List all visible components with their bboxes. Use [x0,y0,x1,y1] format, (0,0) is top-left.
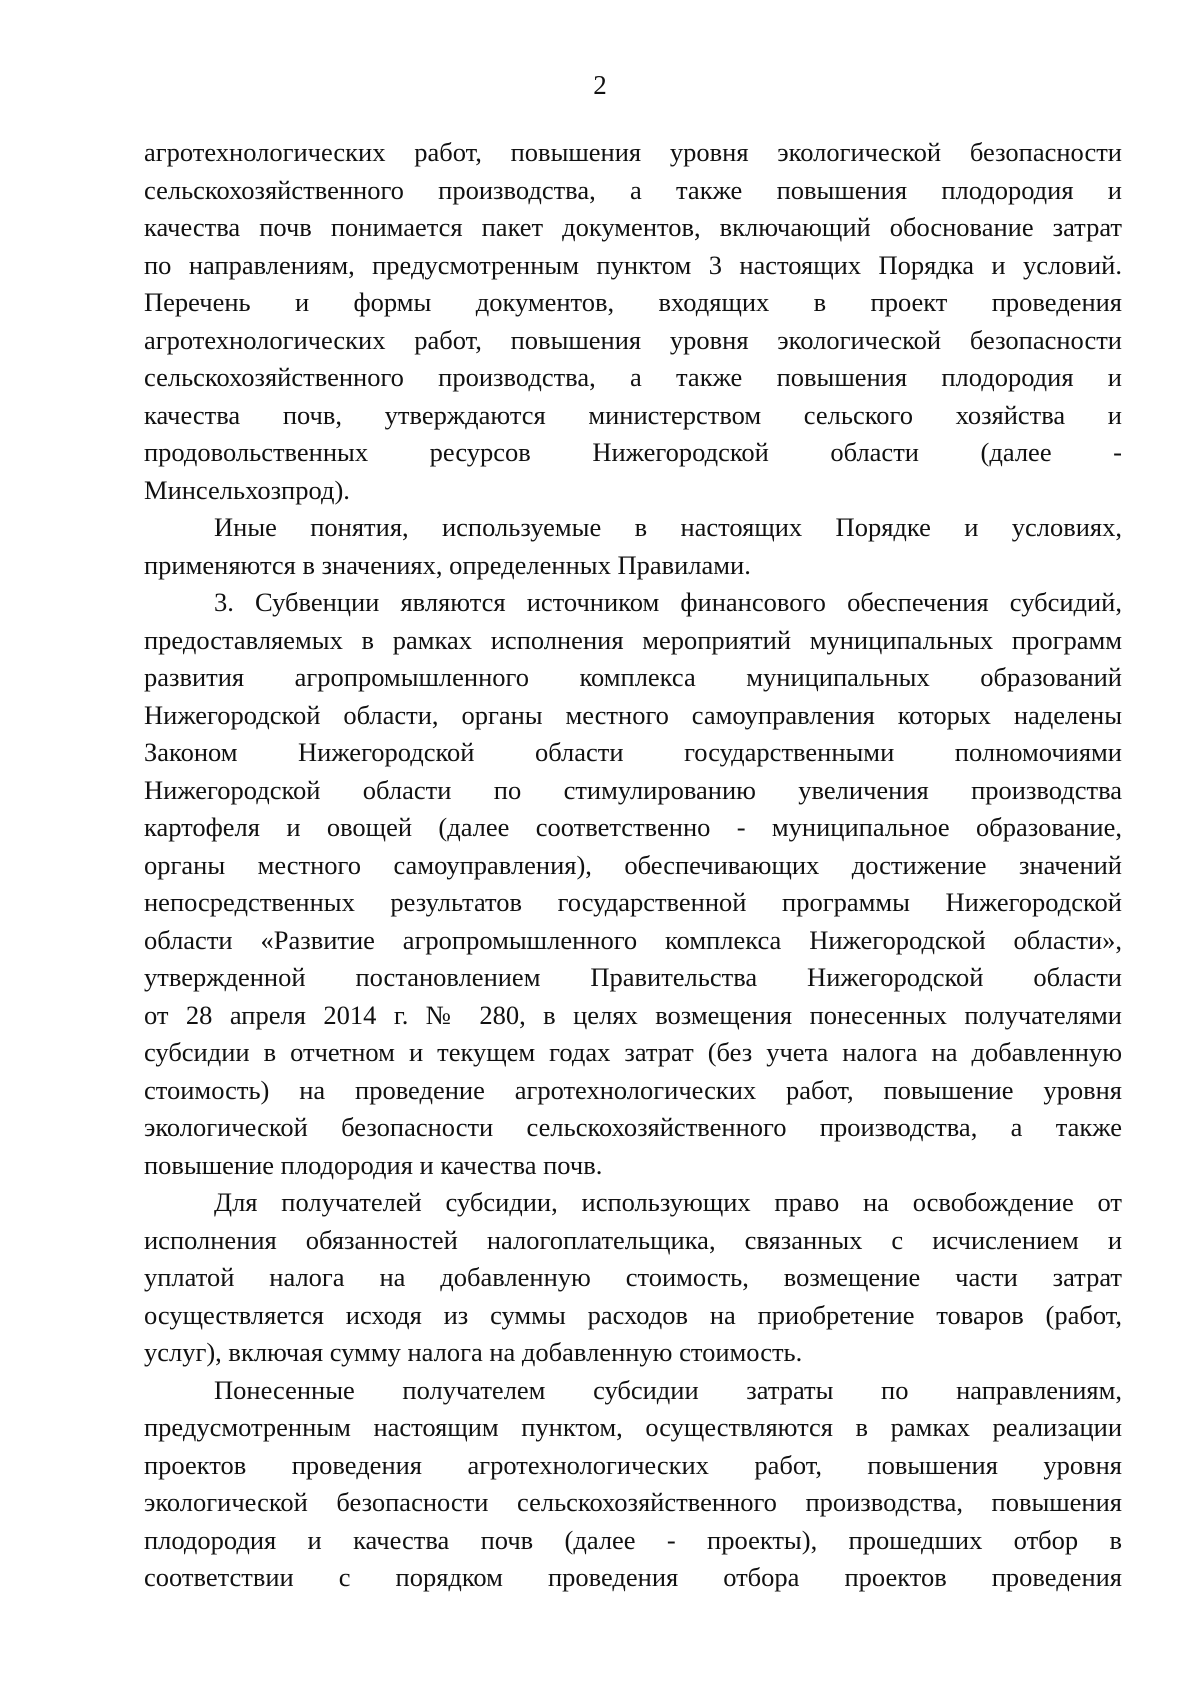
text-line: Иные понятия, используемые в настоящих Порядке и условиях, [214,512,1122,542]
paragraph [144,509,1122,584]
text-line: экологической безопасности сельскохозяйственного производства, повышения [144,1487,1122,1517]
text-line: Нижегородской области по стимулированию увеличения производства [144,774,1122,805]
text-line: непосредственных результатов государственной программы Нижегородской [144,887,1122,917]
text-line: применяются в значениях, определенных Правилами. [144,549,751,580]
text-line: 3. Субвенции являются источником финансового обеспечения субсидий, [214,587,1122,617]
text-line: картофеля и овощей (далее соответственно - муниципальное образование, [144,812,1122,842]
text-line: Нижегородской области, органы местного самоуправления которых наделены [144,699,1122,730]
text-line: развития агропромышленного комплекса муниципальных образований [144,662,1122,692]
document-body [144,134,1122,1597]
text-line: повышение плодородия и качества почв. [144,1149,603,1180]
text-line: от 28 апреля 2014 г. № 280, в целях возмещения понесенных получателями [144,999,1122,1030]
text-line: соответствии с порядком проведения отбора проектов проведения [144,1562,1122,1592]
text-line: осуществляется исходя из суммы расходов на приобретение товаров (работ, [144,1299,1122,1330]
text-line: Законом Нижегородской области государственными полномочиями [144,737,1122,767]
paragraph [144,1184,1122,1372]
text-line: предусмотренным настоящим пунктом, осуществляются в рамках реализации [144,1412,1122,1442]
text-line: проектов проведения агротехнологических работ, повышения уровня [144,1449,1122,1480]
text-line: уплатой налога на добавленную стоимость, возмещение части затрат [144,1262,1122,1292]
text-line: исполнения обязанностей налогоплательщика, связанных с исчислением и [144,1224,1122,1255]
paragraph [144,1372,1122,1597]
text-line: Минсельхозпрод). [144,474,350,505]
text-line: сельскохозяйственного производства, а также повышения плодородия и [144,174,1122,205]
text-line: Перечень и формы документов, входящих в проект проведения [144,287,1122,317]
paragraph [144,584,1122,1184]
text-line: стоимость) на проведение агротехнологических работ, повышение уровня [144,1074,1122,1105]
text-line: Для получателей субсидии, использующих право на освобождение от [214,1187,1122,1217]
text-line: качества почв понимается пакет документов, включающий обоснование затрат [144,212,1122,242]
text-line: агротехнологических работ, повышения уровня экологической безопасности [144,324,1122,355]
text-line: субсидии в отчетном и текущем годах затрат (без учета налога на добавленную [144,1037,1122,1067]
text-line: сельскохозяйственного производства, а также повышения плодородия и [144,362,1122,392]
text-line: предоставляемых в рамках исполнения мероприятий муниципальных программ [144,624,1122,655]
text-line: услуг), включая сумму налога на добавленную стоимость. [144,1337,803,1367]
text-line: Понесенные получателем субсидии затраты по направлениям, [214,1374,1122,1405]
text-line: по направлениям, предусмотренным пунктом 3 настоящих Порядка и условий. [144,249,1122,280]
text-line: плодородия и качества почв (далее - проекты), прошедших отбор в [144,1524,1122,1555]
text-line: органы местного самоуправления), обеспечивающих достижение значений [144,849,1122,880]
text-line: агротехнологических работ, повышения уровня экологической безопасности [144,137,1122,167]
text-line: утвержденной постановлением Правительства Нижегородской области [144,962,1122,992]
page-number: 2 [593,70,607,100]
paragraph [144,134,1122,509]
text-line: продовольственных ресурсов Нижегородской области (далее - [144,437,1122,467]
text-line: области «Развитие агропромышленного комплекса Нижегородской области», [144,924,1122,955]
text-line: экологической безопасности сельскохозяйственного производства, а также [144,1112,1122,1142]
text-line: качества почв, утверждаются министерством сельского хозяйства и [144,399,1122,430]
